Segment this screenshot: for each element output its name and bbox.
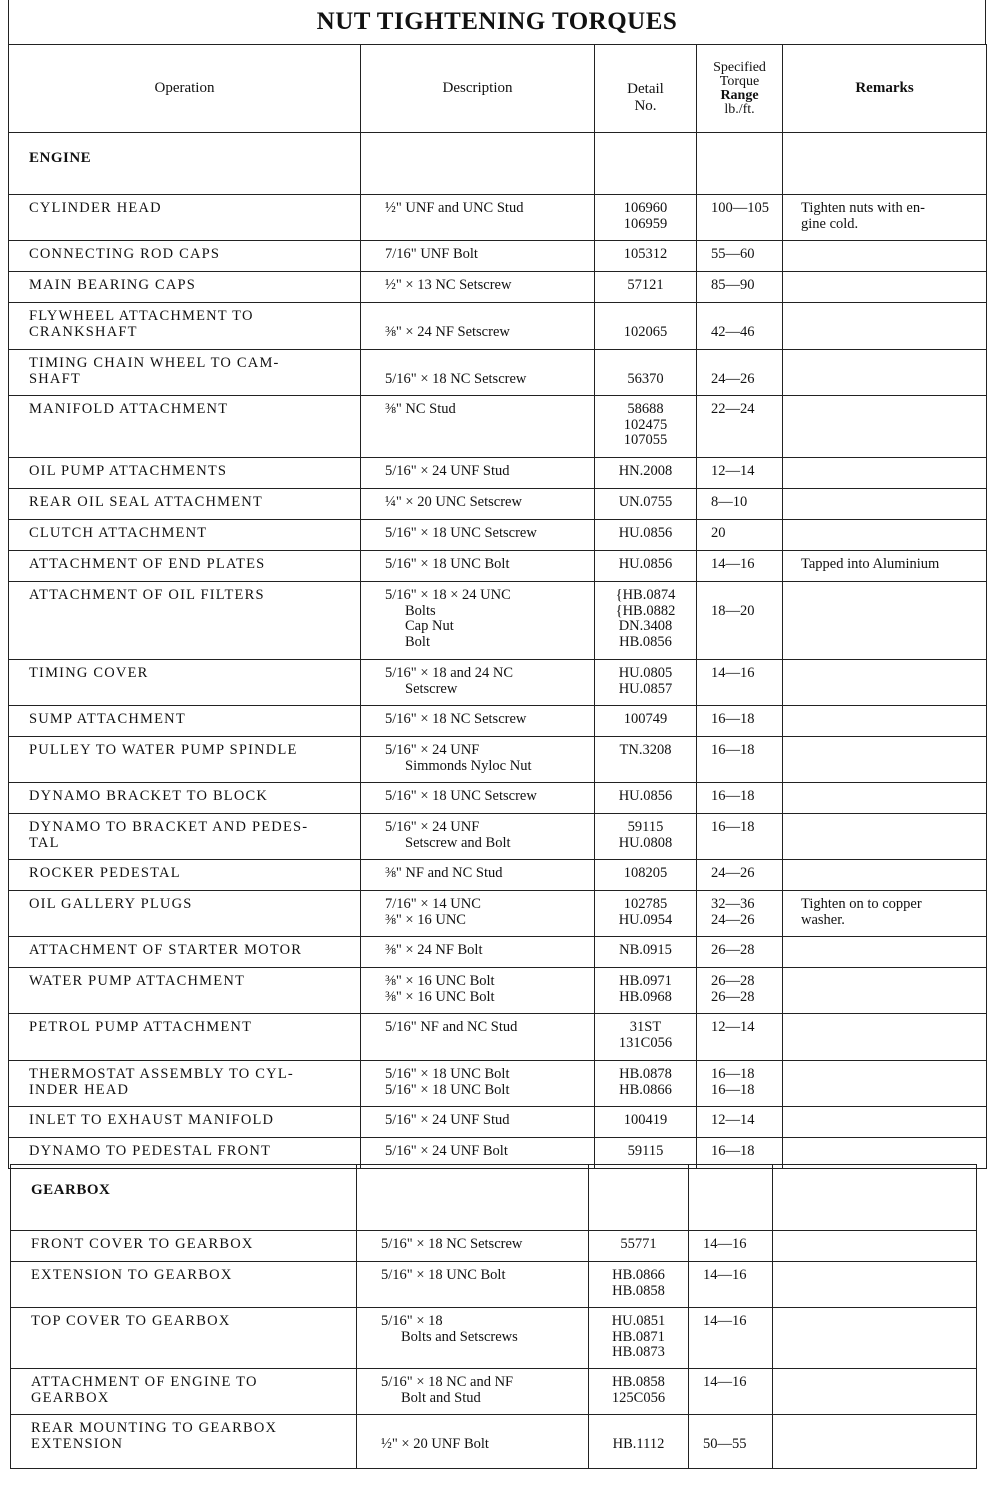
operation-cell: THERMOSTAT ASSEMBLY TO CYL- INDER HEAD bbox=[9, 1061, 361, 1107]
description-cell: ½" UNF and UNC Stud bbox=[361, 195, 595, 241]
detail-no-cell: 56370 bbox=[595, 350, 697, 396]
torque-cell: 16—18 bbox=[697, 783, 783, 814]
detail-no-cell: HU.0851 HB.0871 HB.0873 bbox=[589, 1308, 689, 1369]
header-row bbox=[9, 45, 987, 133]
torque-cell: 16—18 bbox=[697, 737, 783, 783]
detail-no-cell: {HB.0874 {HB.0882 DN.3408 HB.0856 bbox=[595, 582, 697, 660]
table-row bbox=[9, 937, 987, 968]
table-row bbox=[9, 814, 987, 860]
operation-cell: DYNAMO TO BRACKET AND PEDES- TAL bbox=[9, 814, 361, 860]
table-row bbox=[9, 582, 987, 660]
torque-cell: 16—18 bbox=[697, 814, 783, 860]
operation-cell: TIMING CHAIN WHEEL TO CAM- SHAFT bbox=[9, 350, 361, 396]
description-cell: 5/16" × 24 UNF Bolt bbox=[361, 1138, 595, 1169]
description-cell: ⅜" × 16 UNC Bolt ⅜" × 16 UNC Bolt bbox=[361, 968, 595, 1014]
remarks-cell bbox=[783, 582, 987, 660]
header-operation: Operation bbox=[9, 45, 361, 133]
remarks-cell bbox=[783, 458, 987, 489]
torque-cell: 20 bbox=[697, 520, 783, 551]
engine-torque-table bbox=[8, 44, 987, 1169]
description-cell: ⅜" NC Stud bbox=[361, 396, 595, 458]
remarks-cell bbox=[783, 706, 987, 737]
remarks-cell bbox=[783, 860, 987, 891]
remarks-cell bbox=[783, 272, 987, 303]
detail-no-cell: HB.1112 bbox=[589, 1415, 689, 1469]
torque-cell: 22—24 bbox=[697, 396, 783, 458]
empty-cell bbox=[357, 1165, 589, 1231]
torque-cell: 8—10 bbox=[697, 489, 783, 520]
table-row bbox=[9, 706, 987, 737]
table-row bbox=[11, 1231, 977, 1262]
table-row bbox=[9, 860, 987, 891]
table-row bbox=[9, 520, 987, 551]
operation-cell: REAR OIL SEAL ATTACHMENT bbox=[9, 489, 361, 520]
remarks-cell: Tighten nuts with en- gine cold. bbox=[783, 195, 987, 241]
detail-no-cell: 55771 bbox=[589, 1231, 689, 1262]
description-cell: 5/16" × 18 UNC Bolt bbox=[361, 551, 595, 582]
remarks-cell bbox=[783, 303, 987, 350]
detail-no-cell: UN.0755 bbox=[595, 489, 697, 520]
remarks-cell bbox=[783, 1014, 987, 1061]
torque-cell: 26—28 26—28 bbox=[697, 968, 783, 1014]
description-cell: ⅜" × 24 NF Bolt bbox=[361, 937, 595, 968]
empty-cell bbox=[697, 133, 783, 195]
operation-cell: INLET TO EXHAUST MANIFOLD bbox=[9, 1107, 361, 1138]
torque-cell: 14—16 bbox=[697, 660, 783, 706]
torque-cell: 26—28 bbox=[697, 937, 783, 968]
remarks-cell bbox=[773, 1262, 977, 1308]
operation-cell: ATTACHMENT OF OIL FILTERS bbox=[9, 582, 361, 660]
detail-no-cell: NB.0915 bbox=[595, 937, 697, 968]
operation-cell: OIL PUMP ATTACHMENTS bbox=[9, 458, 361, 489]
empty-cell bbox=[689, 1165, 773, 1231]
description-cell: 7/16" UNF Bolt bbox=[361, 241, 595, 272]
detail-no-cell: 108205 bbox=[595, 860, 697, 891]
description-cell: 5/16" × 18 and 24 NC Setscrew bbox=[361, 660, 595, 706]
remarks-cell bbox=[783, 1107, 987, 1138]
operation-cell: MANIFOLD ATTACHMENT bbox=[9, 396, 361, 458]
torque-cell: 42—46 bbox=[697, 303, 783, 350]
gearbox-torque-table bbox=[10, 1164, 977, 1469]
table-row bbox=[9, 350, 987, 396]
detail-no-cell: 100749 bbox=[595, 706, 697, 737]
torque-cell: 18—20 bbox=[697, 582, 783, 660]
operation-cell: TIMING COVER bbox=[9, 660, 361, 706]
description-cell: 5/16" × 24 UNF Setscrew and Bolt bbox=[361, 814, 595, 860]
gearbox-section-body bbox=[11, 1165, 977, 1469]
operation-cell: ATTACHMENT OF END PLATES bbox=[9, 551, 361, 582]
description-cell: 7/16" × 14 UNC ⅜" × 16 UNC bbox=[361, 891, 595, 937]
empty-cell bbox=[595, 133, 697, 195]
operation-cell: PULLEY TO WATER PUMP SPINDLE bbox=[9, 737, 361, 783]
table-row bbox=[11, 1262, 977, 1308]
description-cell: ½" × 13 NC Setscrew bbox=[361, 272, 595, 303]
detail-no-cell: 31ST 131C056 bbox=[595, 1014, 697, 1061]
torque-cell: 24—26 bbox=[697, 350, 783, 396]
operation-cell: CLUTCH ATTACHMENT bbox=[9, 520, 361, 551]
detail-no-cell: 100419 bbox=[595, 1107, 697, 1138]
torque-cell: 12—14 bbox=[697, 458, 783, 489]
remarks-cell: Tapped into Aluminium bbox=[783, 551, 987, 582]
description-cell: 5/16" × 18 UNC Bolt 5/16" × 18 UNC Bolt bbox=[361, 1061, 595, 1107]
torque-cell: 14—16 bbox=[689, 1262, 773, 1308]
operation-cell: REAR MOUNTING TO GEARBOX EXTENSION bbox=[11, 1415, 357, 1469]
detail-no-cell: HB.0971 HB.0968 bbox=[595, 968, 697, 1014]
description-cell: 5/16" × 24 UNF Simmonds Nyloc Nut bbox=[361, 737, 595, 783]
description-cell: 5/16" × 18 NC Setscrew bbox=[361, 706, 595, 737]
remarks-cell bbox=[773, 1415, 977, 1469]
empty-cell bbox=[773, 1165, 977, 1231]
section-header-row bbox=[9, 133, 987, 195]
operation-cell: CYLINDER HEAD bbox=[9, 195, 361, 241]
description-cell: 5/16" × 18 Bolts and Setscrews bbox=[357, 1308, 589, 1369]
torque-cell: 32—36 24—26 bbox=[697, 891, 783, 937]
remarks-cell bbox=[783, 396, 987, 458]
remarks-cell bbox=[783, 1061, 987, 1107]
table-row bbox=[9, 396, 987, 458]
remarks-cell bbox=[783, 737, 987, 783]
operation-cell: FLYWHEEL ATTACHMENT TO CRANKSHAFT bbox=[9, 303, 361, 350]
table-row bbox=[9, 1107, 987, 1138]
table-row bbox=[9, 195, 987, 241]
table-row bbox=[9, 241, 987, 272]
table-row bbox=[9, 458, 987, 489]
detail-no-cell: HU.0856 bbox=[595, 551, 697, 582]
description-cell: ⅜" NF and NC Stud bbox=[361, 860, 595, 891]
description-cell: 5/16" NF and NC Stud bbox=[361, 1014, 595, 1061]
table-row bbox=[11, 1308, 977, 1369]
torque-cell: 12—14 bbox=[697, 1107, 783, 1138]
section-header-row bbox=[11, 1165, 977, 1231]
table-row bbox=[9, 737, 987, 783]
detail-no-cell: HN.2008 bbox=[595, 458, 697, 489]
remarks-cell bbox=[773, 1308, 977, 1369]
detail-no-cell: 105312 bbox=[595, 241, 697, 272]
remarks-cell bbox=[773, 1231, 977, 1262]
detail-no-cell: HB.0878 HB.0866 bbox=[595, 1061, 697, 1107]
detail-no-cell: 59115 HU.0808 bbox=[595, 814, 697, 860]
operation-cell: OIL GALLERY PLUGS bbox=[9, 891, 361, 937]
description-cell: 5/16" × 18 UNC Setscrew bbox=[361, 520, 595, 551]
description-cell: 5/16" × 18 UNC Bolt bbox=[357, 1262, 589, 1308]
torque-cell: 100—105 bbox=[697, 195, 783, 241]
description-cell: 5/16" × 24 UNF Stud bbox=[361, 1107, 595, 1138]
remarks-cell bbox=[783, 241, 987, 272]
operation-cell: MAIN BEARING CAPS bbox=[9, 272, 361, 303]
torque-cell: 12—14 bbox=[697, 1014, 783, 1061]
remarks-cell: Tighten on to copper washer. bbox=[783, 891, 987, 937]
header-description: Description bbox=[361, 45, 595, 133]
torque-cell: 14—16 bbox=[689, 1308, 773, 1369]
torque-cell: 85—90 bbox=[697, 272, 783, 303]
detail-no-cell: 106960 106959 bbox=[595, 195, 697, 241]
table-row bbox=[9, 303, 987, 350]
remarks-cell bbox=[783, 520, 987, 551]
table-row bbox=[9, 783, 987, 814]
detail-no-cell: HU.0805 HU.0857 bbox=[595, 660, 697, 706]
detail-no-cell: 57121 bbox=[595, 272, 697, 303]
operation-cell: CONNECTING ROD CAPS bbox=[9, 241, 361, 272]
operation-cell: TOP COVER TO GEARBOX bbox=[11, 1308, 357, 1369]
remarks-cell bbox=[783, 968, 987, 1014]
description-cell: 5/16" × 18 NC Setscrew bbox=[361, 350, 595, 396]
operation-cell: SUMP ATTACHMENT bbox=[9, 706, 361, 737]
remarks-cell bbox=[783, 489, 987, 520]
description-cell: 5/16" × 18 NC and NF Bolt and Stud bbox=[357, 1369, 589, 1415]
page-title: NUT TIGHTENING TORQUES bbox=[8, 0, 986, 44]
description-cell: 5/16" × 18 × 24 UNC Bolts Cap Nut Bolt bbox=[361, 582, 595, 660]
detail-no-cell: TN.3208 bbox=[595, 737, 697, 783]
table-row bbox=[9, 1014, 987, 1061]
description-cell: ⅜" × 24 NF Setscrew bbox=[361, 303, 595, 350]
operation-cell: EXTENSION TO GEARBOX bbox=[11, 1262, 357, 1308]
operation-cell: FRONT COVER TO GEARBOX bbox=[11, 1231, 357, 1262]
table-row bbox=[9, 551, 987, 582]
operation-cell: ROCKER PEDESTAL bbox=[9, 860, 361, 891]
description-cell: 5/16" × 24 UNF Stud bbox=[361, 458, 595, 489]
remarks-cell bbox=[783, 937, 987, 968]
detail-no-cell: HU.0856 bbox=[595, 520, 697, 551]
operation-cell: PETROL PUMP ATTACHMENT bbox=[9, 1014, 361, 1061]
detail-no-cell: HB.0866 HB.0858 bbox=[589, 1262, 689, 1308]
torque-cell: 16—18 16—18 bbox=[697, 1061, 783, 1107]
remarks-cell bbox=[783, 350, 987, 396]
detail-no-cell: HU.0856 bbox=[595, 783, 697, 814]
operation-cell: DYNAMO TO PEDESTAL FRONT bbox=[9, 1138, 361, 1169]
remarks-cell bbox=[783, 783, 987, 814]
header-torque-range: Specified Torque Range lb./ft. bbox=[697, 45, 783, 133]
torque-cell: 16—18 bbox=[697, 1138, 783, 1169]
description-cell: 5/16" × 18 UNC Setscrew bbox=[361, 783, 595, 814]
detail-no-cell: 102785 HU.0954 bbox=[595, 891, 697, 937]
description-cell: ¼" × 20 UNC Setscrew bbox=[361, 489, 595, 520]
detail-no-cell: HB.0858 125C056 bbox=[589, 1369, 689, 1415]
torque-cell: 55—60 bbox=[697, 241, 783, 272]
header-remarks: Remarks bbox=[783, 45, 987, 133]
table-row bbox=[9, 1061, 987, 1107]
torque-cell: 14—16 bbox=[689, 1369, 773, 1415]
empty-cell bbox=[589, 1165, 689, 1231]
torque-cell: 24—26 bbox=[697, 860, 783, 891]
detail-no-cell: 58688 102475 107055 bbox=[595, 396, 697, 458]
description-cell: ½" × 20 UNF Bolt bbox=[357, 1415, 589, 1469]
section-title: ENGINE bbox=[9, 133, 361, 195]
table-row bbox=[9, 891, 987, 937]
torque-cell: 14—16 bbox=[697, 551, 783, 582]
empty-cell bbox=[783, 133, 987, 195]
engine-section-body bbox=[9, 133, 987, 1169]
table-row bbox=[9, 489, 987, 520]
detail-no-cell: 102065 bbox=[595, 303, 697, 350]
table-row bbox=[11, 1369, 977, 1415]
description-cell: 5/16" × 18 NC Setscrew bbox=[357, 1231, 589, 1262]
operation-cell: ATTACHMENT OF STARTER MOTOR bbox=[9, 937, 361, 968]
torque-cell: 50—55 bbox=[689, 1415, 773, 1469]
torque-cell: 14—16 bbox=[689, 1231, 773, 1262]
table-row bbox=[9, 660, 987, 706]
operation-cell: DYNAMO BRACKET TO BLOCK bbox=[9, 783, 361, 814]
section-title: GEARBOX bbox=[11, 1165, 357, 1231]
table-row bbox=[9, 272, 987, 303]
operation-cell: WATER PUMP ATTACHMENT bbox=[9, 968, 361, 1014]
operation-cell: ATTACHMENT OF ENGINE TO GEARBOX bbox=[11, 1369, 357, 1415]
torque-cell: 16—18 bbox=[697, 706, 783, 737]
table-row bbox=[9, 968, 987, 1014]
empty-cell bbox=[361, 133, 595, 195]
header-detail-no: Detail No. bbox=[595, 45, 697, 133]
remarks-cell bbox=[783, 814, 987, 860]
table-row bbox=[11, 1415, 977, 1469]
detail-no-cell: 59115 bbox=[595, 1138, 697, 1169]
remarks-cell bbox=[773, 1369, 977, 1415]
remarks-cell bbox=[783, 660, 987, 706]
